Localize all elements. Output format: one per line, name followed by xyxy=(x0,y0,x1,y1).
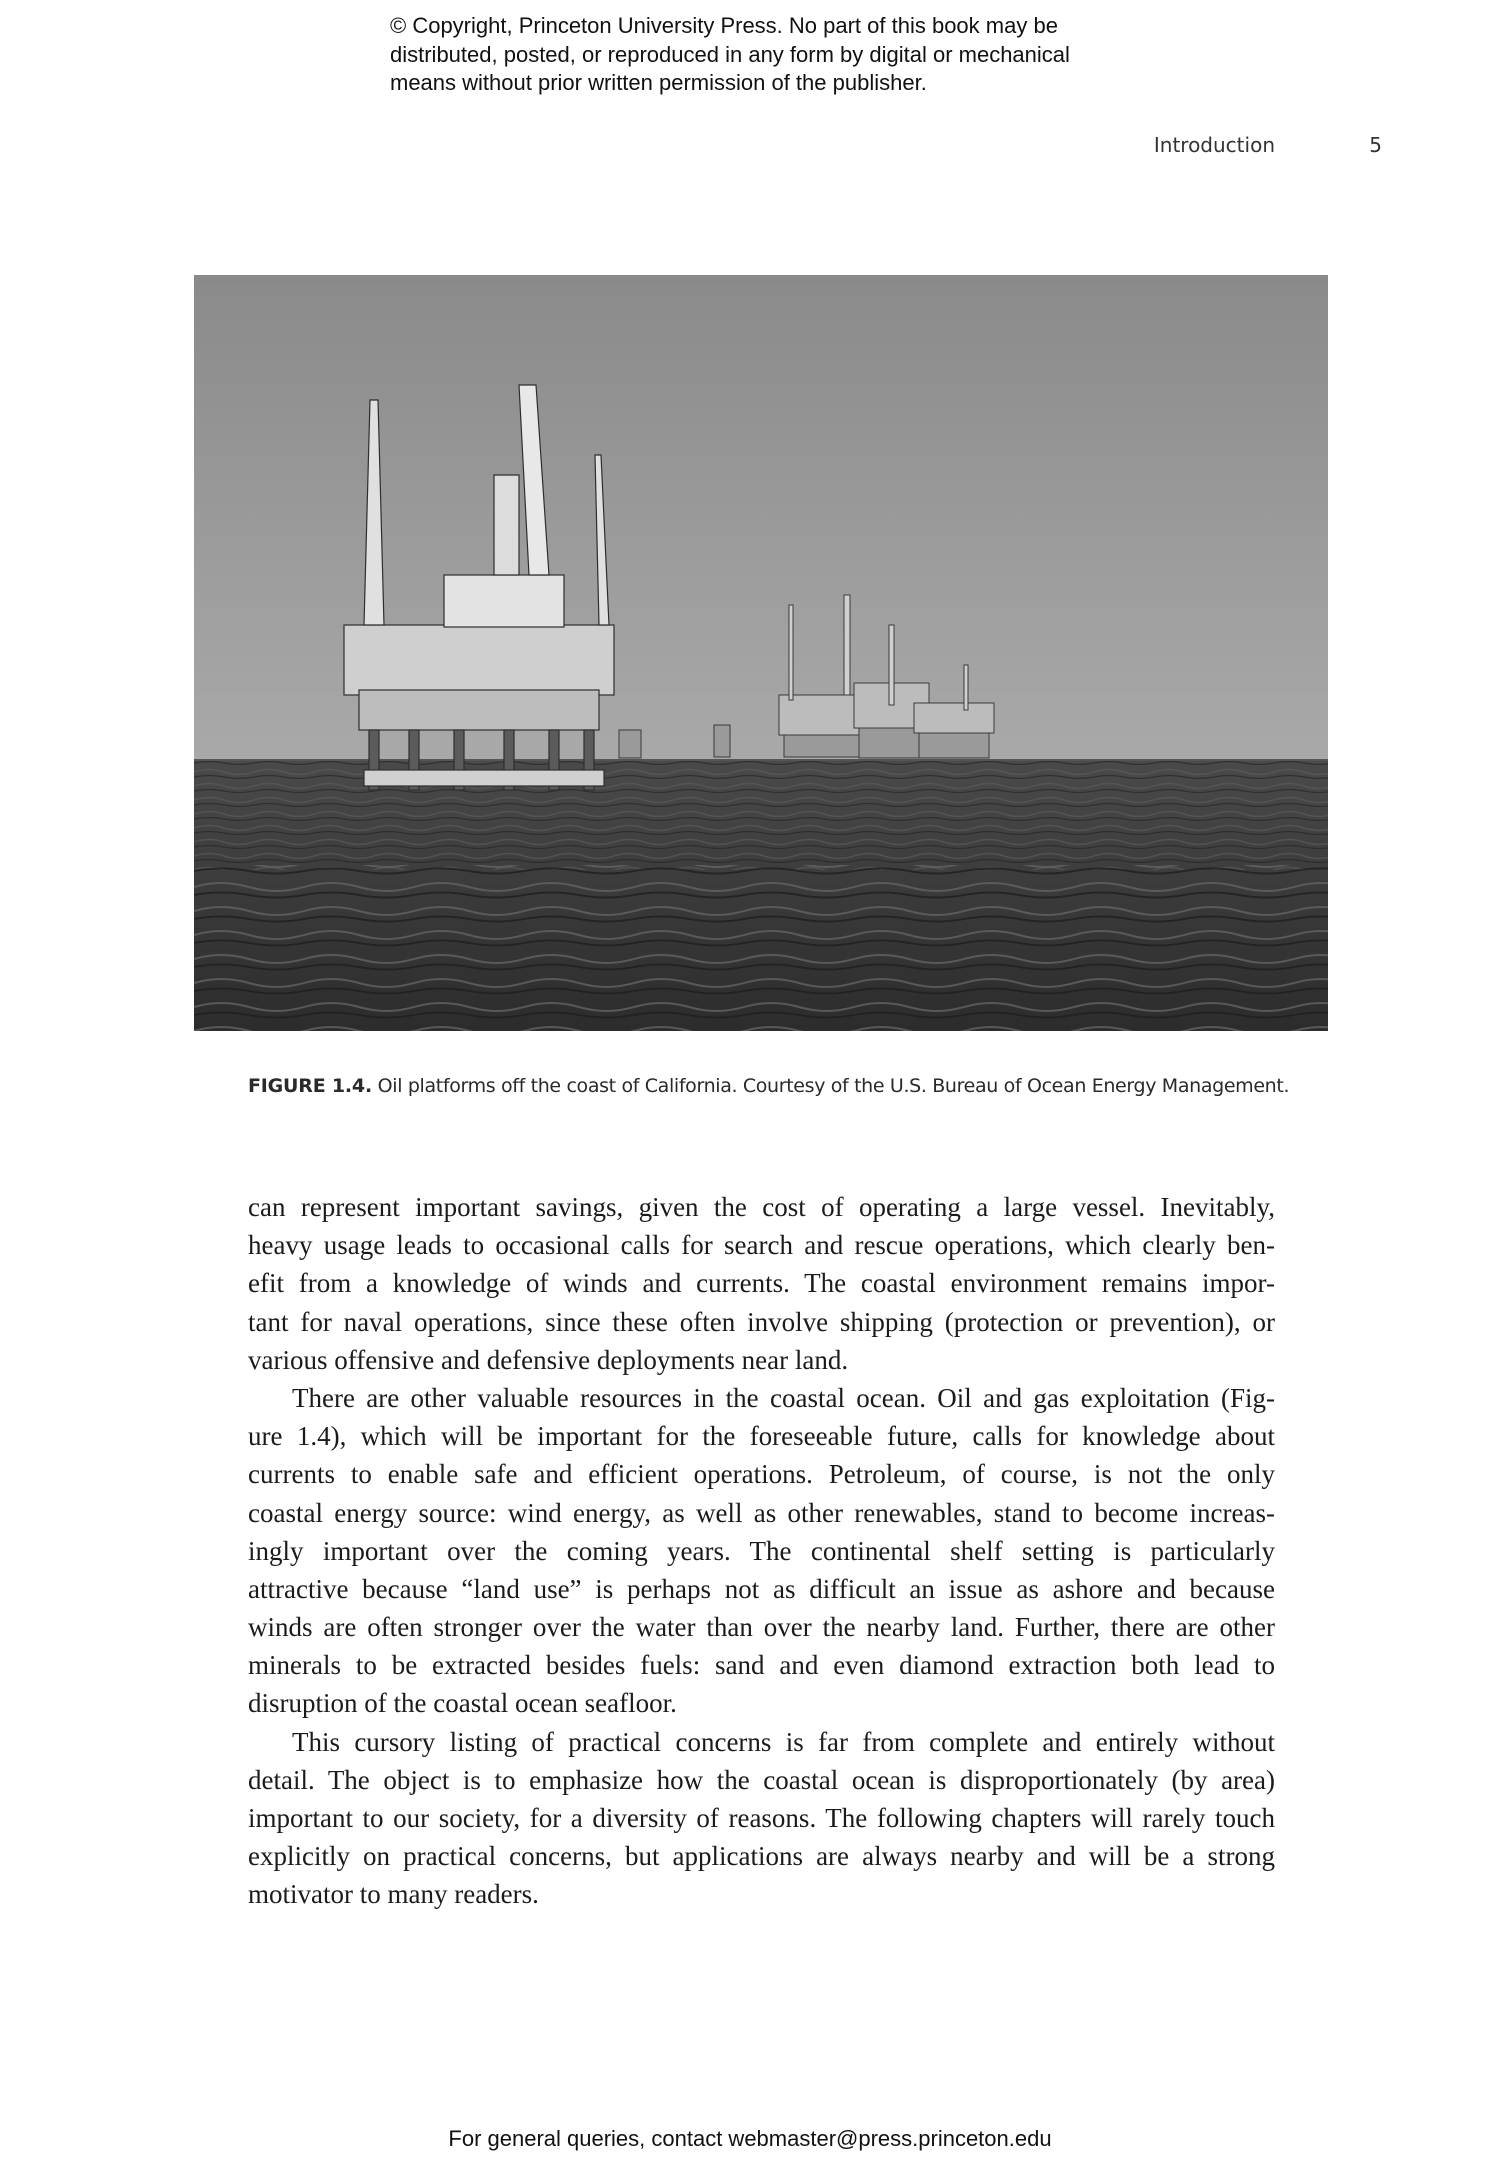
text-line: motivator to many readers. xyxy=(248,1879,539,1910)
text-line: explicitly on practical concerns, but applications are always nearby and will be a strong xyxy=(248,1841,1275,1872)
oil-platform-photo xyxy=(194,275,1328,1031)
text-line: ure 1.4), which will be important for the foreseeable future, calls for knowledge about xyxy=(248,1421,1275,1452)
text-line: various offensive and defensive deployments near land. xyxy=(248,1344,849,1375)
text-line: winds are often stronger over the water than over the nearby land. Further, there are other xyxy=(248,1612,1275,1643)
text-line: currents to enable safe and efficient operations. Petroleum, of course, is not the only xyxy=(248,1459,1275,1490)
copyright-line: distributed, posted, or reproduced in any form by digital or mechanical xyxy=(390,41,1070,67)
text-line: efit from a knowledge of winds and currents. The coastal environment remains impor- xyxy=(248,1268,1275,1299)
body-text xyxy=(248,1188,1275,1914)
text-line: This cursory listing of practical concerns is far from complete and entirely without xyxy=(292,1726,1275,1757)
text-line: ingly important over the coming years. The continental shelf setting is particularly xyxy=(248,1535,1275,1566)
text-line: disruption of the coastal ocean seafloor. xyxy=(248,1688,677,1719)
page-number: 5 xyxy=(1369,133,1382,157)
chapter-title: Introduction xyxy=(1153,133,1275,157)
copyright-line: © Copyright, Princeton University Press. No part of this book may be xyxy=(390,13,1058,38)
figure-label: FIGURE 1.4. xyxy=(248,1075,372,1097)
text-line: tant for naval operations, since these often involve shipping (protection or prevention), or xyxy=(248,1306,1275,1337)
footer-contact: For general queries, contact webmaster@press.princeton.edu xyxy=(448,2126,1052,2151)
text-line: detail. The object is to emphasize how the coastal ocean is disproportionately (by area) xyxy=(248,1764,1275,1795)
text-line: minerals to be extracted besides fuels: sand and even diamond extraction both lead to xyxy=(248,1650,1275,1681)
text-line: heavy usage leads to occasional calls for search and rescue operations, which clearly ben- xyxy=(248,1230,1275,1261)
text-line: can represent important savings, given the cost of operating a large vessel. Inevitably, xyxy=(248,1192,1275,1222)
text-line: important to our society, for a diversity of reasons. The following chapters will rarely touch xyxy=(248,1803,1275,1833)
caption-text: Oil platforms off the coast of California. Courtesy of the U.S. Bureau of Ocean Energy Management. xyxy=(371,1075,1290,1097)
text-line: coastal energy source: wind energy, as well as other renewables, stand to become increas- xyxy=(248,1497,1275,1528)
text-line: attractive because “land use” is perhaps not as difficult an issue as ashore and because xyxy=(248,1573,1275,1604)
text-line: There are other valuable resources in the coastal ocean. Oil and gas exploitation (Fig- xyxy=(292,1382,1275,1413)
copyright-notice xyxy=(390,12,1190,98)
figure-photo-oil-platforms xyxy=(194,275,1328,1031)
copyright-line: means without prior written permission of the publisher. xyxy=(390,70,927,95)
running-head xyxy=(0,133,1500,163)
figure-caption xyxy=(248,1075,1288,1097)
